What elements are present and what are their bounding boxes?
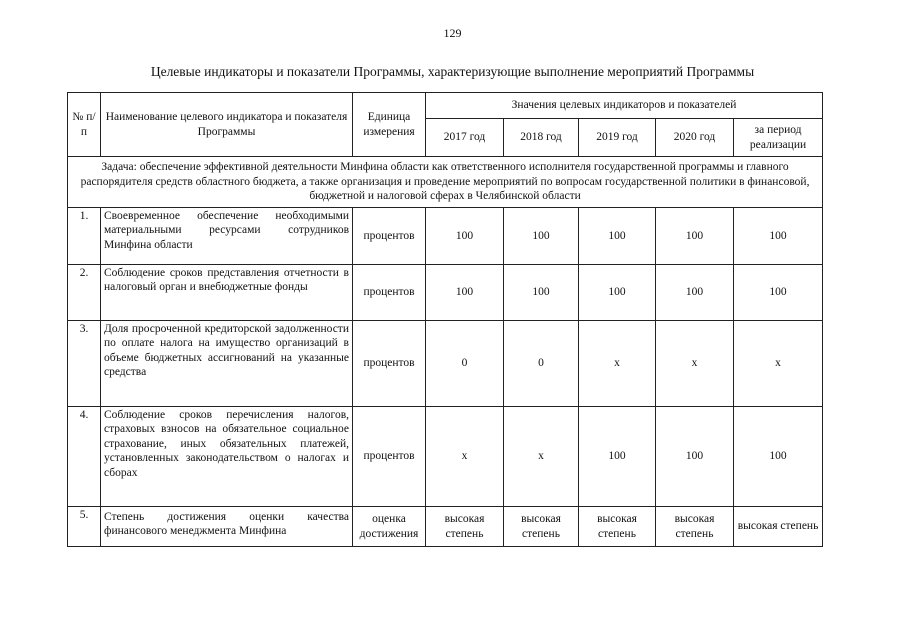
row-value-2017: 100 — [426, 265, 504, 321]
row-value-period: 100 — [734, 407, 823, 507]
row-unit: процентов — [353, 265, 426, 321]
row-num: 5. — [68, 507, 101, 547]
table-row — [68, 208, 823, 265]
row-num: 3. — [68, 321, 101, 407]
row-value-2020: 100 — [656, 407, 734, 507]
row-value-period: х — [734, 321, 823, 407]
header-year-2020: 2020 год — [656, 119, 734, 157]
row-name: Доля просроченной кредиторской задолженности по оплате налога на имущество организаций в объеме бюджетных ассигнований на указанные средства — [101, 321, 353, 407]
header-unit: Единица измерения — [353, 93, 426, 157]
row-name: Соблюдение сроков представления отчетности в налоговый орган и внебюджетные фонды — [101, 265, 353, 321]
row-value-2020: х — [656, 321, 734, 407]
header-values-group: Значения целевых индикаторов и показателей — [426, 93, 823, 119]
row-num: 2. — [68, 265, 101, 321]
row-value-2019: 100 — [579, 407, 656, 507]
page-number: 129 — [443, 26, 462, 40]
row-value-2019: х — [579, 321, 656, 407]
header-year-2017: 2017 год — [426, 119, 504, 157]
row-value-2017: высокая степень — [426, 507, 504, 547]
row-unit: процентов — [353, 208, 426, 265]
document-title: Целевые индикаторы и показатели Программы, характеризующие выполнение мероприятий Программы — [150, 64, 755, 79]
row-value-period: 100 — [734, 208, 823, 265]
row-value-2018: х — [504, 407, 579, 507]
row-value-2018: 100 — [504, 265, 579, 321]
row-name: Соблюдение сроков перечисления налогов, страховых взносов на обязательное социальное страхование, иных обязательных платежей, установленных законодательством о налогах и сборах — [101, 407, 353, 507]
header-num: № п/п — [68, 93, 101, 157]
row-unit: процентов — [353, 321, 426, 407]
header-year-2018: 2018 год — [504, 119, 579, 157]
row-value-2018: высокая степень — [504, 507, 579, 547]
header-period-total: за период реализации — [734, 119, 823, 157]
row-value-2017: х — [426, 407, 504, 507]
row-unit: процентов — [353, 407, 426, 507]
row-value-2018: 100 — [504, 208, 579, 265]
row-num: 4. — [68, 407, 101, 507]
table-row — [68, 265, 823, 321]
row-value-period: высокая степень — [734, 507, 823, 547]
task-text: Задача: обеспечение эффективной деятельности Минфина области как ответственного исполнителя государственной программы и главного распорядителя средств областного бюджета, а также организация и проведение мероприятий по вопросам государственной политики в финансовой, бюджетной и налоговой сферах в Челябинской области — [68, 157, 823, 208]
table-row — [68, 321, 823, 407]
row-value-2019: 100 — [579, 208, 656, 265]
row-value-period: 100 — [734, 265, 823, 321]
row-value-2018: 0 — [504, 321, 579, 407]
header-year-2019: 2019 год — [579, 119, 656, 157]
task-row — [68, 157, 823, 208]
row-value-2017: 0 — [426, 321, 504, 407]
header-name: Наименование целевого индикатора и показателя Программы — [101, 93, 353, 157]
row-value-2019: 100 — [579, 265, 656, 321]
row-name: Степень достижения оценки качества финансового менеджмента Минфина — [101, 507, 353, 547]
row-value-2020: высокая степень — [656, 507, 734, 547]
row-value-2017: 100 — [426, 208, 504, 265]
row-value-2019: высокая степень — [579, 507, 656, 547]
indicators-table — [67, 92, 823, 547]
header-row — [68, 93, 823, 119]
row-num: 1. — [68, 208, 101, 265]
table-row — [68, 407, 823, 507]
table-row — [68, 507, 823, 547]
row-name: Своевременное обеспечение необходимыми материальными ресурсами сотрудников Минфина области — [101, 208, 353, 265]
row-value-2020: 100 — [656, 208, 734, 265]
row-value-2020: 100 — [656, 265, 734, 321]
row-unit: оценка достижения — [353, 507, 426, 547]
